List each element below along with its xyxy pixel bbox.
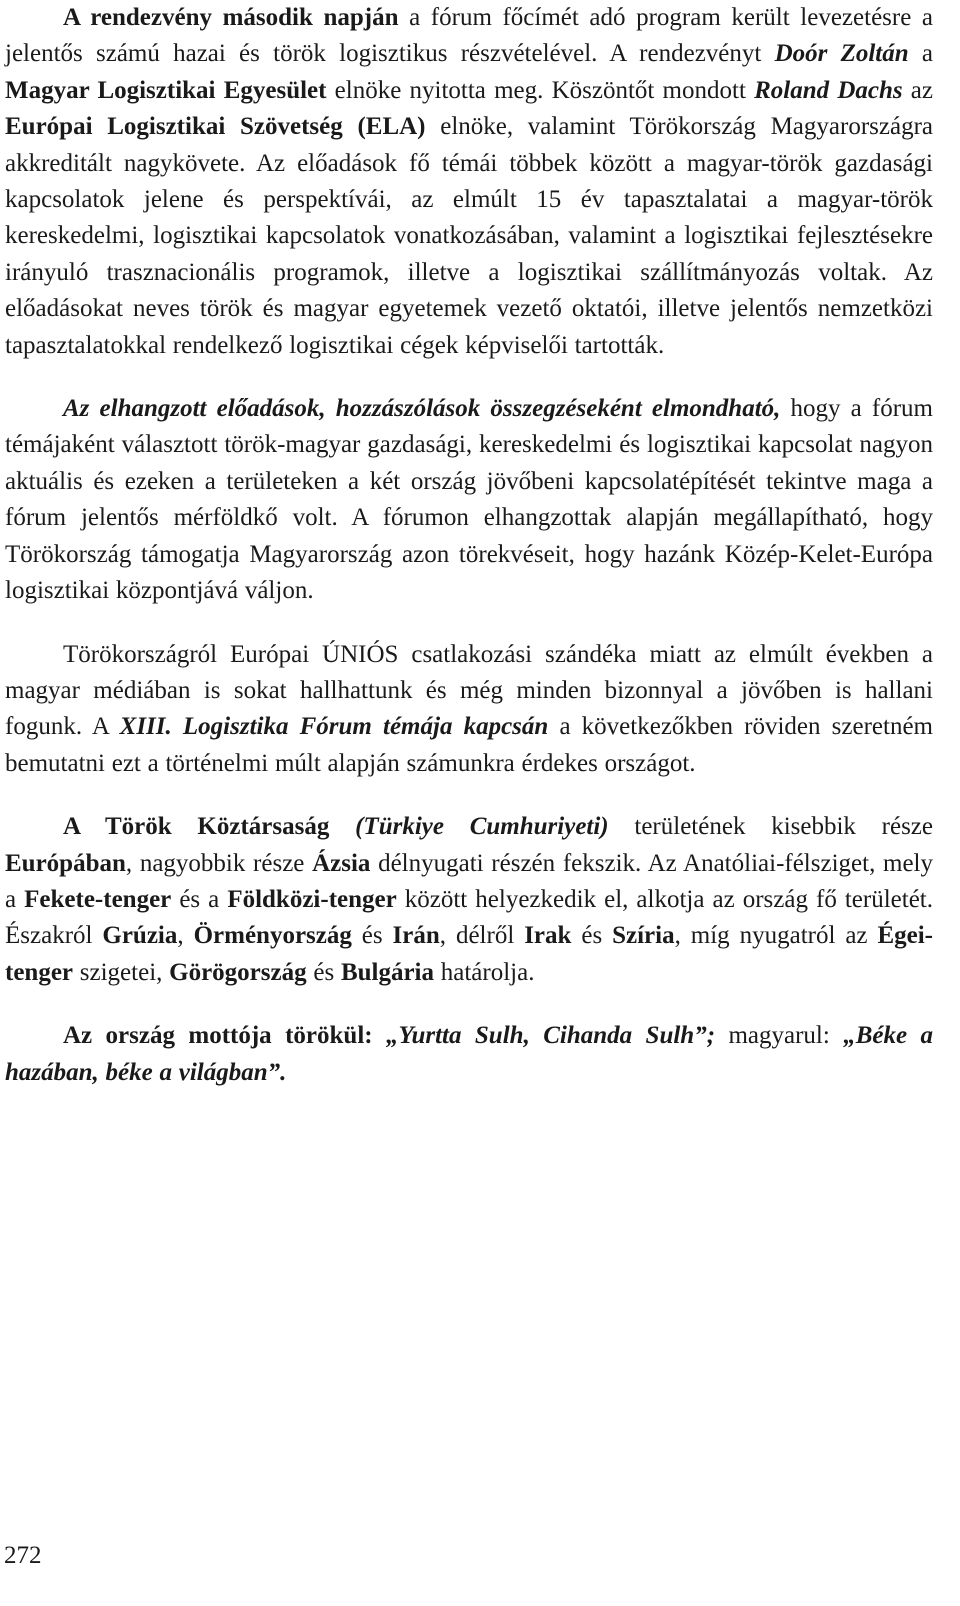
text-segment: , míg nyugatról az — [674, 922, 878, 950]
text-segment: , — [177, 922, 194, 950]
text-segment: , délről — [439, 922, 525, 950]
text-segment: az — [902, 76, 934, 104]
page-number: 272 — [4, 1542, 42, 1569]
text-segment: a következőkben röviden szeretném bemutatni ezt a történelmi múlt alapján számunkra érdekes országot. — [5, 713, 933, 777]
text-segment: Görögország — [169, 958, 307, 986]
paragraph-turkey-eu-accession — [5, 637, 933, 783]
text-segment: A Török Köztársaság — [63, 813, 330, 841]
text-segment: Az elhangzott előadások, hozzászólások összegzéseként elmondható, — [63, 395, 781, 423]
text-segment: és — [571, 922, 613, 950]
text-segment: szigetei, — [73, 958, 170, 986]
text-segment — [329, 813, 355, 840]
text-segment: (Türkiye Cumhuriyeti) — [355, 813, 609, 841]
text-segment: és — [351, 922, 393, 950]
text-segment: Európában — [5, 849, 126, 877]
text-segment: „Béke a hazában, béke a világban”. — [5, 1022, 933, 1086]
text-segment: Fekete-tenger — [24, 885, 172, 913]
text-segment: Roland Dachs — [754, 76, 903, 104]
text-segment: határolja. — [434, 958, 535, 986]
paragraph-forum-summary — [5, 391, 933, 609]
text-segment: területének kisebbik része — [608, 813, 934, 841]
text-segment: Örményország — [193, 922, 352, 950]
paragraph-turkey-geography — [5, 809, 933, 991]
text-segment: délnyugati részén fekszik. Az Anatóliai-félsziget, mely a — [5, 849, 933, 913]
text-segment: Irán — [392, 922, 440, 950]
text-segment: Bulgária — [340, 958, 435, 986]
text-segment: Magyar Logisztikai Egyesület — [5, 76, 327, 104]
text-segment: magyarul: — [715, 1022, 844, 1050]
text-segment: a fórum főcímét adó program került levezetésre a jelentős számú hazai és török logisztikus részvételével. A rendezvényt — [5, 4, 933, 68]
text-segment: Európai Logisztikai Szövetség (ELA) — [5, 113, 426, 141]
text-segment: Irak — [524, 922, 572, 950]
text-segment: a — [908, 40, 933, 68]
text-segment: Égei-tenger — [5, 922, 933, 986]
text-segment: hogy a fórum témájaként választott török-magyar gazdasági, kereskedelmi és logisztikai kapcsolat nagyon aktuális és ezeken a területeken a két ország jövőbeni kapcsolatépítését tekintve maga a fórum jelentős mérföldkő volt. A fórumon elhangzottak alapján megállapítható, hogy Törökország támogatja Magyarország azon törekvéseit, hogy hazánk Közép-Kelet-Európa logisztikai központjává váljon. — [5, 395, 933, 605]
text-segment: elnöke nyitotta meg. Köszöntőt mondott — [326, 76, 755, 104]
text-segment: Ázsia — [312, 849, 371, 877]
text-segment: Doór Zoltán — [774, 40, 909, 68]
text-segment: és a — [171, 885, 228, 913]
text-segment: Földközi-tenger — [227, 885, 397, 913]
text-segment: XIII. Logisztika Fórum témája kapcsán — [119, 713, 549, 741]
text-segment: Törökországról Európai ÚNIÓS csatlakozási szándéka miatt az elmúlt években a magyar médiában is sokat hallhattunk és még minden bizonnyal a jövőben is hallani fogunk. A — [5, 640, 933, 741]
paragraph-forum-second-day — [5, 0, 933, 364]
text-segment: , nagyobbik része — [125, 849, 313, 877]
text-segment: között helyezkedik el, alkotja az ország fő területét. Északról — [5, 885, 934, 950]
text-segment: „Yurtta Sulh, Cihanda Sulh”; — [386, 1022, 716, 1050]
paragraph-country-motto — [5, 1018, 933, 1091]
text-segment: Grúzia — [102, 922, 178, 950]
text-segment: elnöke, valamint Törökország Magyarországra akkreditált nagykövete. Az előadások fő témái többek között a magyar-török gazdasági kapcsolatok jelene és perspektívái, az elmúlt 15 év tapasztalatai a magyar-török kereskedelmi, logisztikai kapcsolatok vonatkozásában, valamint a logisztikai fejlesztésekre irányuló trasznacionális programok, illetve a logisztikai szállítmányozás voltak. Az előadásokat neves török és magyar egyetemek vezető oktatói, illetve jelentős nemzetközi tapasztalatokkal rendelkező logisztikai cégek képviselői tartották. — [5, 113, 933, 359]
text-segment: és — [306, 958, 341, 986]
text-segment: Az ország mottója törökül: — [63, 1022, 386, 1050]
document-body — [5, 0, 933, 1091]
text-segment: Szíria — [612, 922, 675, 950]
text-segment: A rendezvény második napján — [63, 4, 399, 31]
